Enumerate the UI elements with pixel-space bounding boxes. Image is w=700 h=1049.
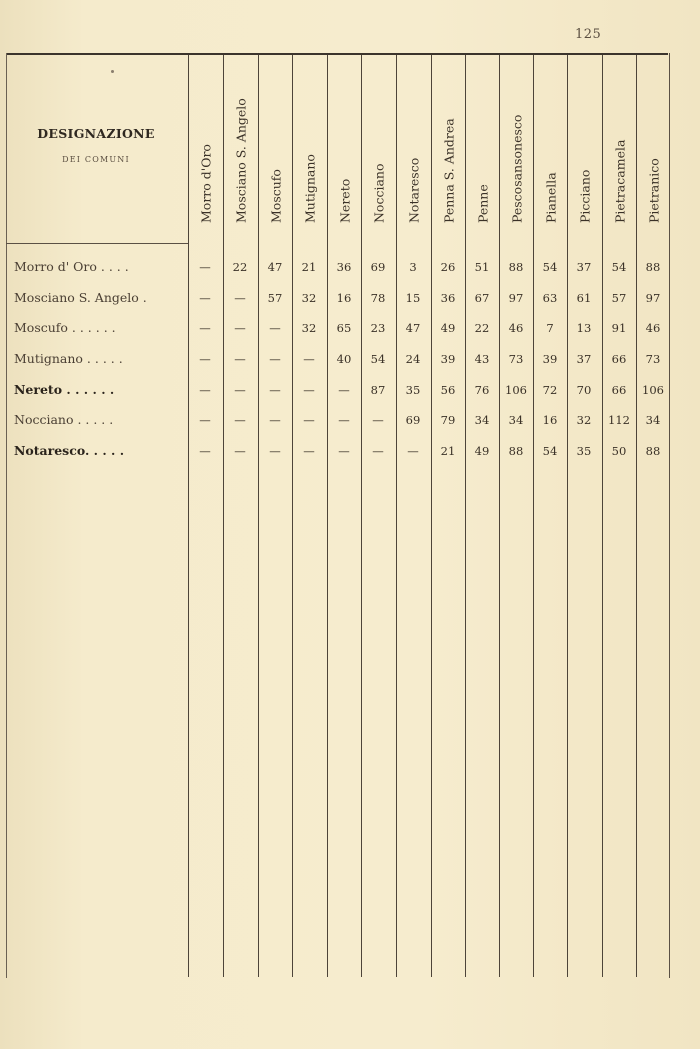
table-cell: 22 xyxy=(232,260,248,274)
table-cell: 66 xyxy=(611,383,627,397)
table-cell: 16 xyxy=(336,291,352,305)
column-header xyxy=(293,60,327,238)
column-header xyxy=(259,60,293,238)
table-cell: — xyxy=(269,321,281,335)
table-cell: 54 xyxy=(542,444,558,458)
row-label: Nereto . . . . . . xyxy=(14,382,115,397)
table-cell: 36 xyxy=(440,291,456,305)
table-cell: — xyxy=(199,260,211,274)
table-cell: 3 xyxy=(409,260,417,274)
table-cell: 88 xyxy=(508,260,524,274)
table-cell: 51 xyxy=(474,260,490,274)
table-cell: 47 xyxy=(405,321,421,335)
column-header-label: Morro d'Oro xyxy=(198,144,214,223)
table-cell: — xyxy=(269,444,281,458)
table-cell: 32 xyxy=(576,413,592,427)
column-header xyxy=(534,60,568,238)
table-cell: — xyxy=(234,444,246,458)
table-cell: 50 xyxy=(611,444,627,458)
column-header-label: Pescosansonesco xyxy=(509,114,525,223)
table-cell: 67 xyxy=(474,291,490,305)
column-header xyxy=(362,60,396,238)
row-label: Morro d' Oro . . . . xyxy=(14,259,129,274)
table-cell: 70 xyxy=(576,383,592,397)
table-cell: — xyxy=(372,413,384,427)
table-cell: 87 xyxy=(370,383,386,397)
table-left-rule xyxy=(6,53,7,978)
column-header-label: Penne xyxy=(475,184,491,223)
table-cell: 88 xyxy=(645,260,661,274)
table-cell: 46 xyxy=(645,321,661,335)
table-cell: — xyxy=(269,413,281,427)
table-cell: — xyxy=(303,413,315,427)
table-cell: 57 xyxy=(611,291,627,305)
table-cell: 36 xyxy=(336,260,352,274)
column-header xyxy=(189,60,223,238)
column-header xyxy=(568,60,602,238)
table-cell: — xyxy=(234,383,246,397)
column-header xyxy=(637,60,671,238)
table-cell: 63 xyxy=(542,291,558,305)
table-cell: — xyxy=(234,413,246,427)
table-cell: 46 xyxy=(508,321,524,335)
table-cell: — xyxy=(199,413,211,427)
table-cell: 78 xyxy=(370,291,386,305)
column-header-label: Nocciano xyxy=(371,163,387,223)
table-cell: — xyxy=(303,383,315,397)
table-cell: — xyxy=(234,352,246,366)
table-cell: — xyxy=(269,352,281,366)
column-header-label: Mutignano xyxy=(302,154,318,223)
table-cell: 112 xyxy=(608,413,630,427)
table-cell: — xyxy=(407,444,419,458)
table-cell: — xyxy=(199,321,211,335)
table-cell: 34 xyxy=(508,413,524,427)
column-header-label: Moscufo xyxy=(268,169,284,223)
table-cell: 54 xyxy=(370,352,386,366)
table-cell: — xyxy=(303,444,315,458)
row-label: Moscufo . . . . . . xyxy=(14,320,116,335)
table-cell: 65 xyxy=(336,321,352,335)
column-header-label: Notaresco xyxy=(406,157,422,223)
table-cell: 91 xyxy=(611,321,627,335)
table-cell: 32 xyxy=(301,321,317,335)
table-cell: 39 xyxy=(542,352,558,366)
table-cell: 43 xyxy=(474,352,490,366)
table-cell: 49 xyxy=(440,321,456,335)
table-cell: 57 xyxy=(267,291,283,305)
table-cell: 35 xyxy=(576,444,592,458)
row-label: Notaresco. . . . . xyxy=(14,443,125,458)
table-cell: 76 xyxy=(474,383,490,397)
column-header xyxy=(500,60,534,238)
table-cell: 34 xyxy=(645,413,661,427)
table-cell: 13 xyxy=(576,321,592,335)
table-cell: 97 xyxy=(508,291,524,305)
table-cell: 34 xyxy=(474,413,490,427)
page-number: 125 xyxy=(575,27,602,42)
table-cell: 69 xyxy=(405,413,421,427)
column-header-label: Pietranico xyxy=(646,158,662,223)
table-cell: 39 xyxy=(440,352,456,366)
column-header-label: Pianella xyxy=(543,172,559,223)
table-cell: 56 xyxy=(440,383,456,397)
table-cell: 37 xyxy=(576,260,592,274)
designazione-heading: DESIGNAZIONE xyxy=(37,126,155,141)
table-cell: 106 xyxy=(642,383,664,397)
table-cell: 88 xyxy=(508,444,524,458)
column-header xyxy=(397,60,431,238)
table-cell: 88 xyxy=(645,444,661,458)
table-cell: 66 xyxy=(611,352,627,366)
table-cell: — xyxy=(269,383,281,397)
table-cell: 69 xyxy=(370,260,386,274)
table-cell: 16 xyxy=(542,413,558,427)
table-cell: 26 xyxy=(440,260,456,274)
table-cell: — xyxy=(338,413,350,427)
ink-speck xyxy=(111,70,114,73)
row-label: Mutignano . . . . . xyxy=(14,351,123,366)
column-header xyxy=(224,60,258,238)
column-header-label: Nereto xyxy=(337,178,353,223)
column-header-label: Picciano xyxy=(577,169,593,223)
table-cell: — xyxy=(372,444,384,458)
table-top-rule xyxy=(6,53,668,55)
table-cell: 97 xyxy=(645,291,661,305)
table-cell: 7 xyxy=(546,321,554,335)
header-separator-rule xyxy=(6,243,188,244)
table-cell: 73 xyxy=(645,352,661,366)
table-cell: 22 xyxy=(474,321,490,335)
table-cell: 79 xyxy=(440,413,456,427)
table-cell: 24 xyxy=(405,352,421,366)
table-cell: 35 xyxy=(405,383,421,397)
table-cell: — xyxy=(234,291,246,305)
table-cell: 15 xyxy=(405,291,421,305)
table-cell: 47 xyxy=(267,260,283,274)
table-cell: 54 xyxy=(542,260,558,274)
table-cell: — xyxy=(303,352,315,366)
table-cell: 21 xyxy=(301,260,317,274)
table-cell: 40 xyxy=(336,352,352,366)
column-header xyxy=(432,60,466,238)
table-cell: — xyxy=(338,444,350,458)
table-cell: — xyxy=(199,383,211,397)
column-header xyxy=(466,60,500,238)
column-header-label: Penna S. Andrea xyxy=(441,118,457,223)
column-header-label: Mosciano S. Angelo xyxy=(233,98,249,223)
table-cell: 49 xyxy=(474,444,490,458)
table-cell: 32 xyxy=(301,291,317,305)
row-label: Nocciano . . . . . xyxy=(14,412,114,427)
table-cell: — xyxy=(234,321,246,335)
table-cell: 61 xyxy=(576,291,592,305)
table-cell: 72 xyxy=(542,383,558,397)
column-header xyxy=(328,60,362,238)
column-header-label: Pietracamela xyxy=(612,139,628,223)
table-cell: — xyxy=(199,291,211,305)
table-cell: 54 xyxy=(611,260,627,274)
table-cell: — xyxy=(338,383,350,397)
column-header xyxy=(603,60,637,238)
designazione-subheading: DEI COMUNI xyxy=(62,155,130,164)
row-label: Mosciano S. Angelo . xyxy=(14,290,147,305)
table-cell: 23 xyxy=(370,321,386,335)
table-cell: 21 xyxy=(440,444,456,458)
table-cell: 37 xyxy=(576,352,592,366)
table-cell: — xyxy=(199,352,211,366)
table-cell: 73 xyxy=(508,352,524,366)
table-cell: 106 xyxy=(505,383,527,397)
table-cell: — xyxy=(199,444,211,458)
